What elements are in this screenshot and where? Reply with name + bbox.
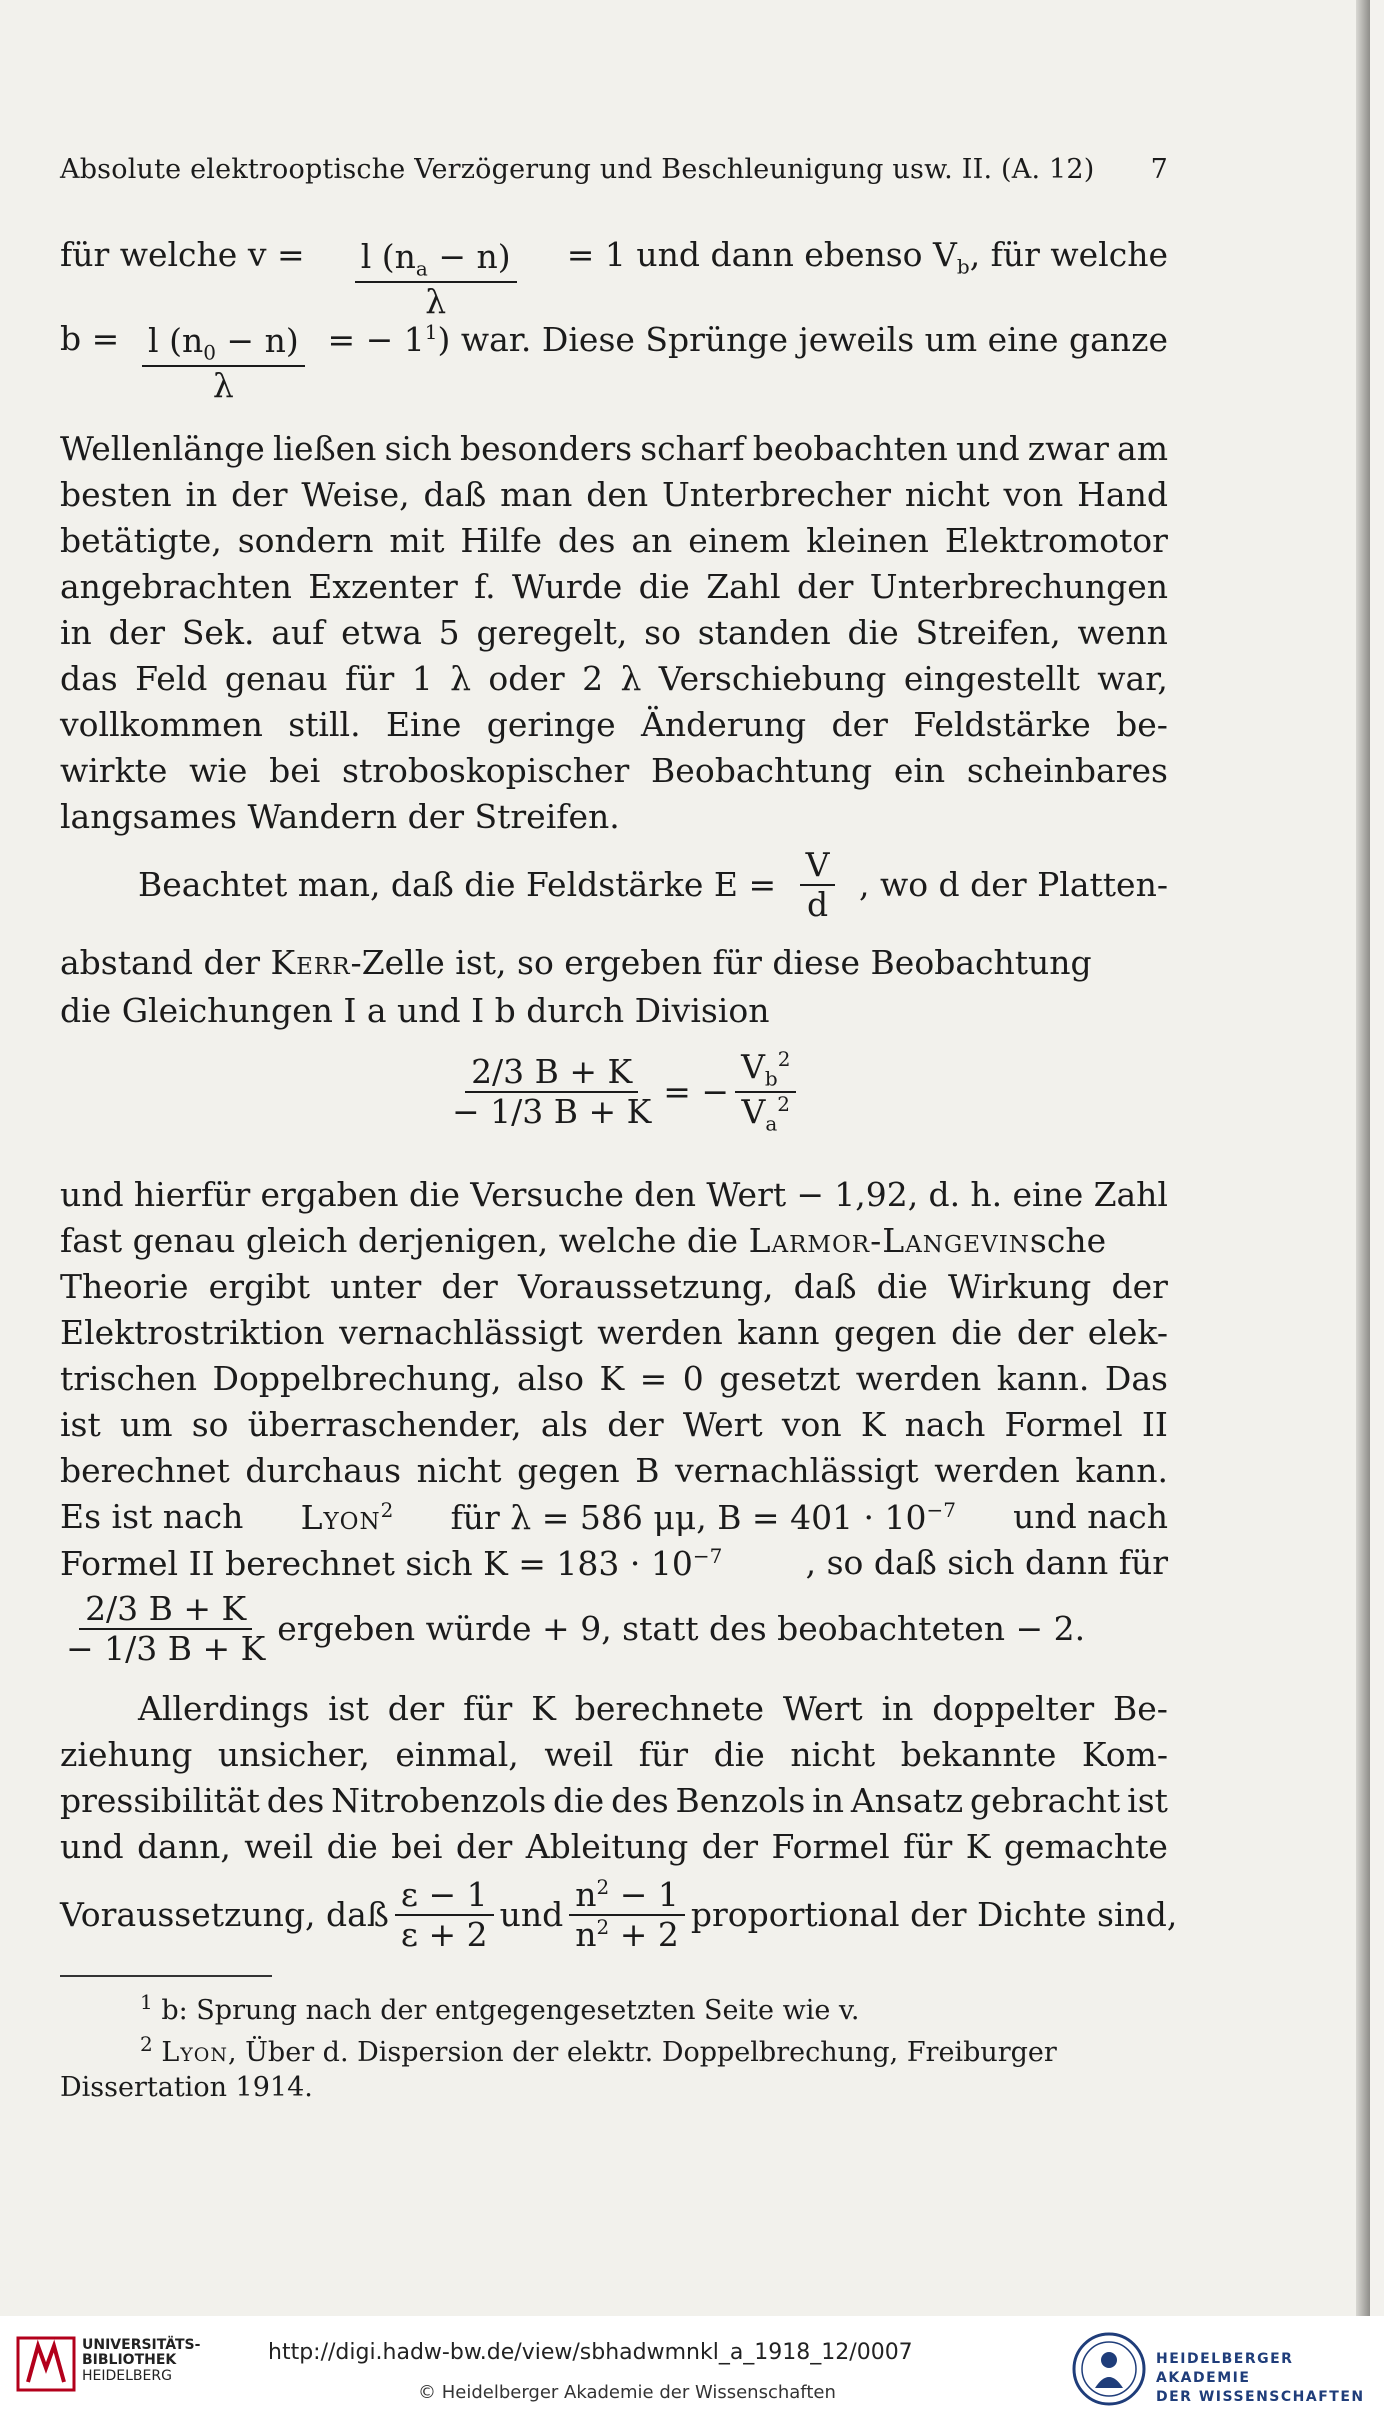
footnote-1: $^1$ b: Sprung nach der entgegengesetzten Seite wie v. — [140, 1990, 860, 2026]
fraction-denominator: λ — [212, 365, 234, 405]
fraction-numerator: V — [800, 846, 836, 886]
p1-line: in der Sek. auf etwa 5 geregelt, so standen die Streifen, wenn — [60, 613, 1168, 652]
p1-line: besten in der Weise, daß man den Unterbrecher nicht von Hand — [60, 475, 1168, 514]
page-number: 7 — [1150, 154, 1168, 185]
fraction-epsilon: $\frac{\varepsilon - 1}{\varepsilon + 2}$ — [395, 1876, 494, 1954]
fraction-denominator: λ — [425, 281, 447, 321]
equation-right-fraction: $\frac{V_b^2}{V_a^2}$ — [735, 1048, 796, 1135]
copyright-notice: © Heidelberger Akademie der Wissenschaften — [418, 2382, 836, 2403]
author-larmor-langevin: Larmor-Langevin — [748, 1221, 1030, 1260]
footnote-rule — [60, 1975, 272, 1977]
l2-rest: = − $1^1$) war. Diese Sprünge jeweils um eine ganze — [327, 320, 1168, 359]
p3-line: ist um so überraschender, als der Wert von K nach Formel II — [60, 1405, 1168, 1444]
university-library-logo-icon — [14, 2332, 78, 2396]
p1-line: Wellenlänge ließen sich besonders scharf beobachten und zwar am — [60, 429, 1168, 468]
academy-name: HEIDELBERGER AKADEMIE DER WISSENSCHAFTEN — [1156, 2351, 1365, 2405]
fraction-b — [142, 322, 305, 405]
p3-line: trischen Doppelbrechung, also K = 0 gesetzt werden kann. Das — [60, 1359, 1168, 1398]
footnote-2-continued: Dissertation 1914. — [60, 2072, 313, 2103]
p1-line: das Feld genau für 1 λ oder 2 λ Verschiebung eingestellt war, — [60, 659, 1168, 698]
l1-start: für welche v = — [60, 235, 305, 274]
p3-line: berechnet durchaus nicht gegen B vernachlässigt werden kann. — [60, 1451, 1168, 1490]
p1-line: wirkte wie bei stroboskopischer Beobachtung ein scheinbares — [60, 751, 1168, 790]
library-name: UNIVERSITÄTS- BIBLIOTHEK HEIDELBERG — [82, 2337, 201, 2384]
running-header — [60, 154, 1168, 185]
fraction-inline: $\frac{2/3 B + K}{- 1/3 B + K}$ — [66, 1589, 266, 1668]
p1-line: vollkommen still. Eine geringe Änderung der Feldstärke be- — [60, 705, 1168, 744]
equation-equals: = − — [663, 1072, 730, 1112]
p3-line: Elektrostriktion vernachlässigt werden kann gegen die der elek- — [60, 1313, 1168, 1352]
l2-start: b = — [60, 319, 120, 358]
p3-line: und hierfür ergaben die Versuche den Wert − 1,92, d. h. eine Zahl — [60, 1175, 1168, 1214]
fraction-e — [800, 846, 836, 924]
display-equation — [440, 1048, 940, 1135]
fraction-denominator: d — [807, 884, 829, 924]
p3-line-8: Es ist nach Lyon$^2$ für λ = 586 μμ, $B = 401 \cdot 10^{-7}$ und nach — [60, 1497, 1168, 1537]
p4-line: ziehung unsicher, einmal, weil für die nicht bekannte Kom- — [60, 1735, 1168, 1774]
p4-line: und dann, weil die bei der Ableitung der Formel für K gemachte — [60, 1827, 1168, 1866]
text-line-2 — [60, 319, 1168, 405]
footnote-2: $^2$ Lyon, Über d. Dispersion der elektr. Doppelbrechung, Freiburger — [140, 2032, 1057, 2068]
p1-last-line: langsames Wandern der Streifen. — [60, 797, 620, 836]
p1-line: betätigte, sondern mit Hilfe des an einem kleinen Elektromotor — [60, 521, 1168, 560]
academy-seal-icon — [1070, 2330, 1148, 2408]
p3-line-10: $\frac{2/3 B + K}{- 1/3 B + K}$ ergeben würde + 9, statt des beobachteten − 2. — [60, 1590, 1168, 1668]
fraction-numerator: l $(n_a - n)$ — [355, 238, 517, 283]
p3-line: Theorie ergibt unter der Voraussetzung, daß die Wirkung der — [60, 1267, 1168, 1306]
author-kerr: Kerr — [270, 943, 351, 982]
p3-line-9: Formel II berechnet sich $K = 183 \cdot 10^{-7}$ , so daß sich dann für — [60, 1543, 1168, 1583]
document-url-link[interactable]: http://digi.hadw-bw.de/view/sbhadwmnkl_a_1918_12/0007 — [268, 2340, 913, 2365]
fraction-numerator: l $(n_0 - n)$ — [142, 322, 305, 367]
p2-line-2: abstand der Kerr-Zelle ist, so ergeben für diese Beobachtung — [60, 943, 1092, 982]
p4-line: pressibilität des Nitrobenzols die des Benzols in Ansatz gebracht ist — [60, 1781, 1168, 1820]
l1-mid: = 1 und dann ebenso $V_b$, für welche — [566, 235, 1168, 279]
p2-line-3: die Gleichungen I a und I b durch Division — [60, 991, 770, 1030]
fraction-n: $\frac{n^2 - 1}{n^2 + 2}$ — [569, 1876, 685, 1954]
fraction-v — [355, 238, 517, 321]
page-edge-shadow — [1356, 0, 1370, 2316]
p4-last-line: Voraussetzung, daß $\frac{\varepsilon - 1}{\varepsilon + 2}$ und $\frac{n^2 - 1}{n^2 + 2}$ proportional der Dichte sind, — [60, 1875, 1178, 1954]
p1-line: angebrachten Exzenter f. Wurde die Zahl der Unterbrechungen — [60, 567, 1168, 606]
equation-left-fraction: $\frac{2/3 B + K}{- 1/3 B + K}$ — [452, 1051, 652, 1131]
p2-line-1: Beachtet man, daß die Feldstärke E = $\frac{V}{d}$ , wo d der Platten- — [138, 845, 1168, 924]
author-lyon: Lyon — [300, 1498, 381, 1537]
p4-line: Allerdings ist der für K berechnete Wert in doppelter Be- — [138, 1689, 1168, 1728]
p3-line: fast genau gleich derjenigen, welche die Larmor-Langevinsche — [60, 1221, 1107, 1260]
running-title: Absolute elektrooptische Verzögerung und Beschleunigung usw. II. (A. 12) — [60, 154, 1095, 185]
text-line-1 — [60, 235, 1168, 321]
